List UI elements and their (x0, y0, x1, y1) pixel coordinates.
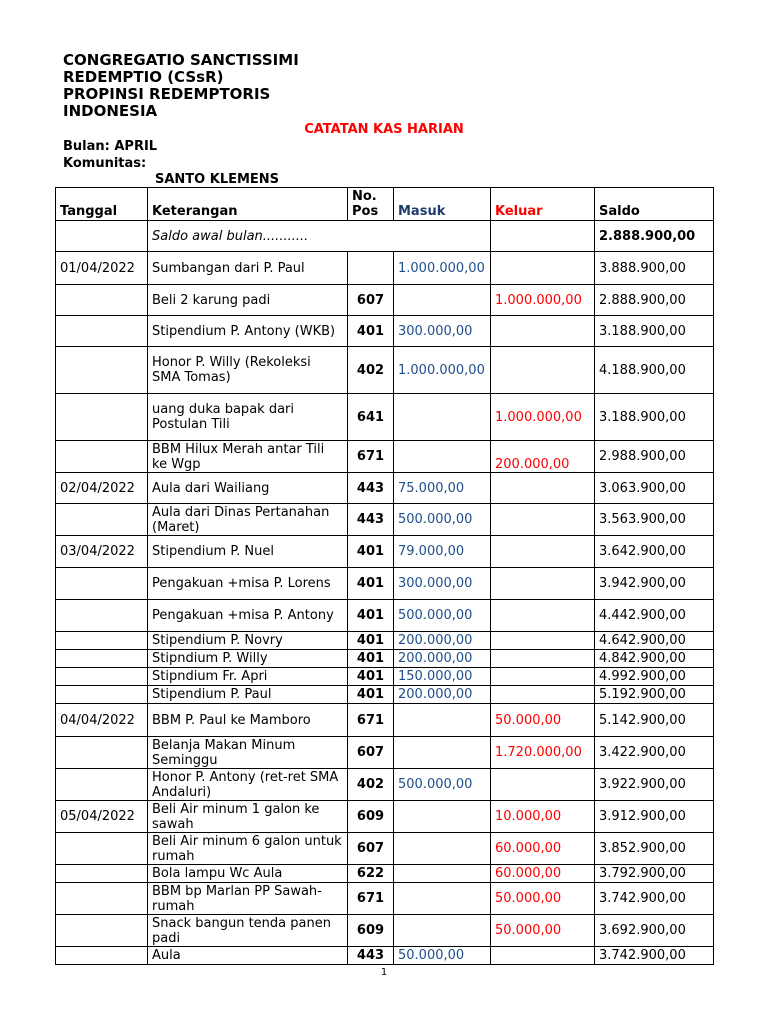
opening-balance-label: Saldo awal bulan........... (148, 221, 491, 252)
saldo-cell: 4.842.900,00 (595, 650, 714, 668)
pos-cell: 609 (348, 801, 394, 833)
opening-date-cell (56, 221, 148, 252)
table-row (56, 632, 714, 650)
keluar-cell (491, 568, 595, 600)
col-header-masuk: Masuk (394, 188, 491, 221)
date-cell: 02/04/2022 (56, 473, 148, 504)
keluar-cell (491, 536, 595, 568)
description-cell: Aula (148, 947, 348, 965)
description-cell: Stipendium P. Antony (WKB) (148, 316, 348, 347)
masuk-cell (394, 394, 491, 441)
keluar-cell (491, 668, 595, 686)
pos-cell: 401 (348, 632, 394, 650)
description-cell: Snack bangun tenda panen padi (148, 915, 348, 947)
opening-keluar-cell (491, 221, 595, 252)
date-cell (56, 347, 148, 394)
description-cell: BBM P. Paul ke Mamboro (148, 704, 348, 737)
keluar-cell: 50.000,00 (491, 704, 595, 737)
opening-balance-row (56, 221, 714, 252)
saldo-cell: 2.888.900,00 (595, 285, 714, 316)
masuk-cell (394, 915, 491, 947)
keluar-cell: 60.000,00 (491, 865, 595, 883)
org-province-line-1: PROPINSI REDEMPTORIS (63, 85, 271, 103)
keluar-cell (491, 252, 595, 285)
description-cell: Beli Air minum 6 galon untuk rumah (148, 833, 348, 865)
saldo-cell: 3.642.900,00 (595, 536, 714, 568)
table-row (56, 737, 714, 769)
date-cell (56, 568, 148, 600)
description-cell: Stipendium P. Novry (148, 632, 348, 650)
table-row (56, 668, 714, 686)
description-cell: Honor P. Willy (Rekoleksi SMA Tomas) (148, 347, 348, 394)
saldo-cell: 5.192.900,00 (595, 686, 714, 704)
pos-cell: 443 (348, 504, 394, 536)
saldo-cell: 3.563.900,00 (595, 504, 714, 536)
pos-cell: 401 (348, 650, 394, 668)
table-row (56, 504, 714, 536)
keluar-cell (491, 504, 595, 536)
pos-cell: 402 (348, 769, 394, 801)
saldo-cell: 3.692.900,00 (595, 915, 714, 947)
org-header (63, 52, 299, 120)
table-row (56, 883, 714, 915)
date-cell (56, 504, 148, 536)
masuk-cell: 500.000,00 (394, 600, 491, 632)
keluar-cell: 200.000,00 (491, 441, 595, 473)
masuk-cell: 79.000,00 (394, 536, 491, 568)
date-cell (56, 600, 148, 632)
keluar-cell (491, 600, 595, 632)
description-cell: Stipndium P. Willy (148, 650, 348, 668)
masuk-cell: 200.000,00 (394, 650, 491, 668)
saldo-cell: 3.942.900,00 (595, 568, 714, 600)
date-cell (56, 316, 148, 347)
description-cell: Pengakuan +misa P. Antony (148, 600, 348, 632)
keluar-cell: 10.000,00 (491, 801, 595, 833)
date-cell (56, 650, 148, 668)
masuk-cell (394, 883, 491, 915)
table-row (56, 915, 714, 947)
date-cell (56, 883, 148, 915)
saldo-cell: 5.142.900,00 (595, 704, 714, 737)
saldo-cell: 3.888.900,00 (595, 252, 714, 285)
masuk-cell: 150.000,00 (394, 668, 491, 686)
date-cell (56, 632, 148, 650)
date-cell (56, 285, 148, 316)
table-row (56, 536, 714, 568)
description-cell: BBM Hilux Merah antar Tili ke Wgp (148, 441, 348, 473)
pos-cell: 671 (348, 441, 394, 473)
pos-cell: 401 (348, 686, 394, 704)
pos-cell: 401 (348, 568, 394, 600)
date-cell (56, 947, 148, 965)
saldo-cell: 4.188.900,00 (595, 347, 714, 394)
description-cell: Aula dari Dinas Pertanahan (Maret) (148, 504, 348, 536)
saldo-cell: 3.742.900,00 (595, 883, 714, 915)
date-cell (56, 394, 148, 441)
document-title: CATATAN KAS HARIAN (304, 122, 464, 137)
saldo-cell: 3.742.900,00 (595, 947, 714, 965)
description-cell: Sumbangan dari P. Paul (148, 252, 348, 285)
masuk-cell (394, 704, 491, 737)
masuk-cell (394, 737, 491, 769)
saldo-cell: 3.792.900,00 (595, 865, 714, 883)
table-row (56, 316, 714, 347)
table-row (56, 441, 714, 473)
pos-cell: 443 (348, 947, 394, 965)
date-cell (56, 915, 148, 947)
masuk-cell: 500.000,00 (394, 769, 491, 801)
keluar-cell (491, 347, 595, 394)
keluar-cell: 1.000.000,00 (491, 394, 595, 441)
saldo-cell: 3.922.900,00 (595, 769, 714, 801)
masuk-cell (394, 801, 491, 833)
pos-cell: 401 (348, 600, 394, 632)
saldo-cell: 3.912.900,00 (595, 801, 714, 833)
table-row (56, 600, 714, 632)
date-cell (56, 737, 148, 769)
org-province-line-2: INDONESIA (63, 102, 158, 120)
masuk-cell: 300.000,00 (394, 568, 491, 600)
cash-ledger-table (55, 187, 714, 965)
saldo-cell: 2.988.900,00 (595, 441, 714, 473)
table-row (56, 833, 714, 865)
description-cell: Belanja Makan Minum Seminggu (148, 737, 348, 769)
pos-cell: 443 (348, 473, 394, 504)
keluar-cell: 1.720.000,00 (491, 737, 595, 769)
keluar-cell: 50.000,00 (491, 883, 595, 915)
masuk-cell (394, 865, 491, 883)
description-cell: Stipendium P. Nuel (148, 536, 348, 568)
table-header-row (56, 188, 714, 221)
saldo-cell: 3.422.900,00 (595, 737, 714, 769)
saldo-cell: 3.188.900,00 (595, 316, 714, 347)
col-header-saldo: Saldo (595, 188, 714, 221)
date-cell (56, 668, 148, 686)
community-label: Komunitas: (63, 156, 147, 171)
keluar-cell (491, 947, 595, 965)
table-row (56, 347, 714, 394)
table-row (56, 650, 714, 668)
col-header-no-pos: No. Pos (348, 188, 394, 221)
date-cell: 05/04/2022 (56, 801, 148, 833)
description-cell: Beli Air minum 1 galon ke sawah (148, 801, 348, 833)
table-row (56, 704, 714, 737)
table-row (56, 568, 714, 600)
col-header-keluar: Keluar (491, 188, 595, 221)
keluar-cell: 60.000,00 (491, 833, 595, 865)
description-cell: Stipndium Fr. Apri (148, 668, 348, 686)
masuk-cell: 500.000,00 (394, 504, 491, 536)
description-cell: Stipendium P. Paul (148, 686, 348, 704)
pos-cell: 607 (348, 833, 394, 865)
masuk-cell: 1.000.000,00 (394, 252, 491, 285)
table-row (56, 252, 714, 285)
masuk-cell: 75.000,00 (394, 473, 491, 504)
description-cell: Honor P. Antony (ret-ret SMA Andaluri) (148, 769, 348, 801)
keluar-cell (491, 769, 595, 801)
pos-cell (348, 252, 394, 285)
keluar-cell (491, 473, 595, 504)
table-row (56, 473, 714, 504)
table-row (56, 686, 714, 704)
description-cell: BBM bp Marlan PP Sawah-rumah (148, 883, 348, 915)
pos-cell: 401 (348, 316, 394, 347)
date-cell (56, 769, 148, 801)
pos-cell: 401 (348, 536, 394, 568)
table-row (56, 865, 714, 883)
masuk-cell: 200.000,00 (394, 686, 491, 704)
date-cell (56, 833, 148, 865)
date-cell: 03/04/2022 (56, 536, 148, 568)
description-cell: Beli 2 karung padi (148, 285, 348, 316)
pos-cell: 607 (348, 285, 394, 316)
month-label: Bulan: APRIL (63, 139, 158, 154)
description-cell: Pengakuan +misa P. Lorens (148, 568, 348, 600)
description-cell: Aula dari Wailiang (148, 473, 348, 504)
pos-cell: 671 (348, 883, 394, 915)
masuk-cell (394, 285, 491, 316)
pos-cell: 641 (348, 394, 394, 441)
table-row (56, 285, 714, 316)
pos-cell: 607 (348, 737, 394, 769)
table-row (56, 769, 714, 801)
saldo-cell: 4.642.900,00 (595, 632, 714, 650)
saldo-cell: 3.063.900,00 (595, 473, 714, 504)
community-value: SANTO KLEMENS (155, 172, 280, 187)
saldo-cell: 3.852.900,00 (595, 833, 714, 865)
keluar-cell (491, 686, 595, 704)
masuk-cell (394, 441, 491, 473)
date-cell (56, 686, 148, 704)
org-name-line-1: CONGREGATIO SANCTISSIMI (63, 51, 299, 69)
keluar-cell (491, 316, 595, 347)
masuk-cell: 200.000,00 (394, 632, 491, 650)
description-cell: uang duka bapak dari Postulan Tili (148, 394, 348, 441)
date-cell (56, 865, 148, 883)
opening-balance-value: 2.888.900,00 (595, 221, 714, 252)
pos-cell: 609 (348, 915, 394, 947)
pos-cell: 402 (348, 347, 394, 394)
table-row (56, 394, 714, 441)
pos-cell: 671 (348, 704, 394, 737)
keluar-cell: 1.000.000,00 (491, 285, 595, 316)
saldo-cell: 3.188.900,00 (595, 394, 714, 441)
keluar-cell (491, 632, 595, 650)
masuk-cell (394, 833, 491, 865)
date-cell (56, 441, 148, 473)
org-name-line-2: REDEMPTIO (CSsR) (63, 68, 224, 86)
masuk-cell: 300.000,00 (394, 316, 491, 347)
keluar-cell: 50.000,00 (491, 915, 595, 947)
pos-cell: 401 (348, 668, 394, 686)
date-cell: 01/04/2022 (56, 252, 148, 285)
col-header-tanggal: Tanggal (56, 188, 148, 221)
table-row (56, 947, 714, 965)
table-row (56, 801, 714, 833)
masuk-cell: 50.000,00 (394, 947, 491, 965)
masuk-cell: 1.000.000,00 (394, 347, 491, 394)
saldo-cell: 4.992.900,00 (595, 668, 714, 686)
date-cell: 04/04/2022 (56, 704, 148, 737)
description-cell: Bola lampu Wc Aula (148, 865, 348, 883)
saldo-cell: 4.442.900,00 (595, 600, 714, 632)
page-number: 1 (380, 967, 388, 978)
pos-cell: 622 (348, 865, 394, 883)
col-header-keterangan: Keterangan (148, 188, 348, 221)
keluar-cell (491, 650, 595, 668)
